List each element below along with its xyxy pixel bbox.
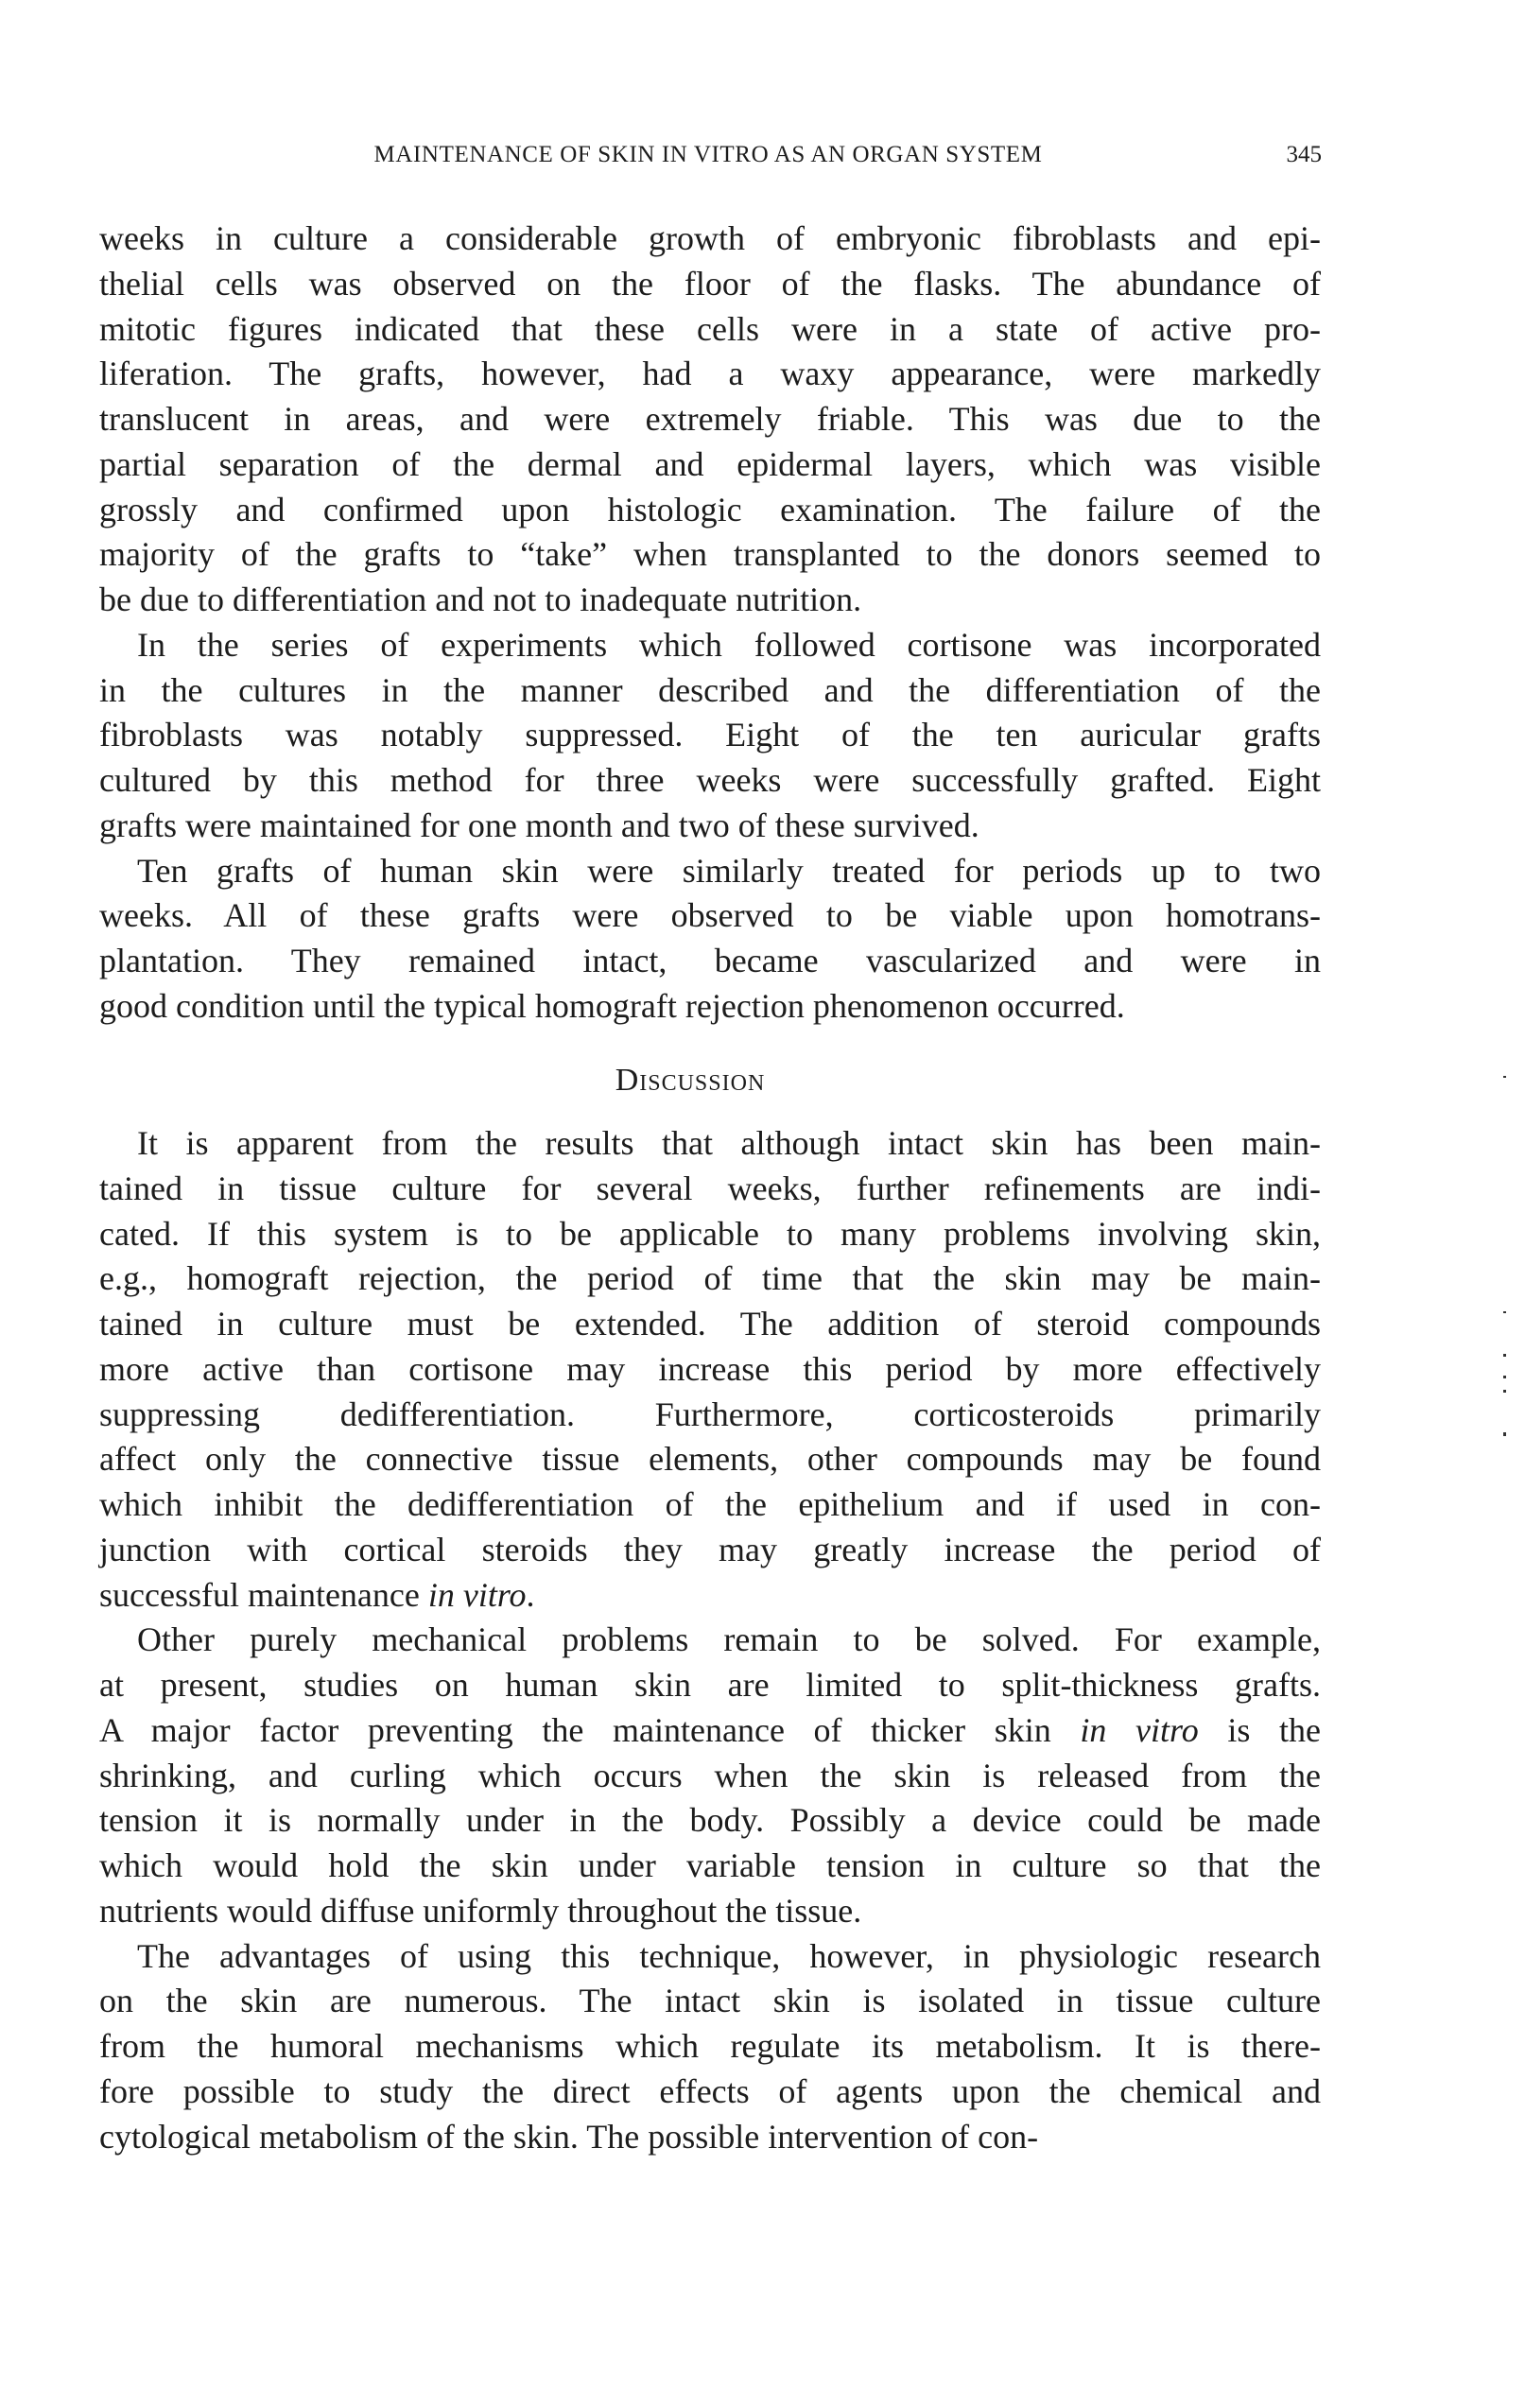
section-heading-discussion: Discussion [615, 1063, 766, 1098]
text-line: affect only the connective tissue elements, other compounds may be found [99, 1440, 1321, 1479]
margin-mark [1503, 1076, 1506, 1078]
text-line: fibroblasts was notably suppressed. Eight of the ten auricular grafts [99, 716, 1321, 754]
text-line: In the series of experiments which followed cortisone was incorporated [137, 625, 1321, 664]
text-line: partial separation of the dermal and epidermal layers, which was visible [99, 444, 1321, 483]
text-line: shrinking, and curling which occurs when the skin is released from the [99, 1756, 1321, 1794]
text-line: translucent in areas, and were extremely friable. This was due to the [99, 400, 1321, 438]
text-line: tension it is normally under in the body. Possibly a device could be made [99, 1801, 1321, 1840]
margin-mark [1503, 1354, 1506, 1357]
text-line [99, 1573, 1321, 1619]
text-segment: successful maintenance [99, 1575, 428, 1614]
page-number: 345 [1286, 142, 1322, 167]
italic-term: in vitro [427, 1575, 527, 1614]
text-line: grossly and confirmed upon histologic examination. The failure of the [99, 490, 1321, 528]
text-line: cultured by this method for three weeks were successfully grafted. Eight [99, 761, 1321, 799]
text-line: cated. If this system is to be applicable to many problems involving skin, [99, 1214, 1321, 1253]
margin-mark [1503, 1376, 1506, 1378]
text-segment: . [526, 1575, 535, 1614]
running-title: MAINTENANCE OF SKIN IN VITRO AS AN ORGAN SYSTEM [373, 142, 1043, 167]
text-line: Ten grafts of human skin were similarly treated for periods up to two [137, 851, 1321, 890]
text-line: plantation. They remained intact, became vascularized and were in [99, 942, 1321, 979]
text-line: be due to differentiation and not to inadequate nutrition. [99, 580, 862, 618]
paragraph [99, 1934, 1321, 2160]
text-line: majority of the grafts to “take” when transplanted to the donors seemed to [99, 535, 1321, 574]
text-line: junction with cortical steroids they may greatly increase the period of [99, 1530, 1321, 1568]
paragraph [99, 1618, 1321, 1933]
paragraph [99, 217, 1321, 623]
text-line: good condition until the typical homograft rejection phenomenon occurred. [99, 986, 1125, 1025]
text-line: cytological metabolism of the skin. The possible intervention of con- [99, 2117, 1039, 2156]
text-line: weeks. All of these grafts were observed to be viable upon homotrans- [99, 896, 1321, 935]
text-line: thelial cells was observed on the floor of the flasks. The abundance of [99, 264, 1321, 303]
text-line: grafts were maintained for one month and two of these survived. [99, 806, 979, 844]
text-segment: A major factor preventing the maintenance of thicker skin [99, 1710, 1081, 1749]
text-line: at present, studies on human skin are limited to split-thickness grafts. [99, 1666, 1321, 1704]
margin-mark [1503, 1390, 1506, 1393]
text-line: liferation. The grafts, however, had a waxy appearance, were markedly [99, 355, 1321, 393]
text-line: mitotic figures indicated that these cells were in a state of active pro- [99, 309, 1321, 348]
paragraph [99, 1121, 1321, 1618]
italic-term: in vitro [1080, 1710, 1199, 1749]
text-line [99, 1708, 1321, 1754]
text-line: The advantages of using this technique, however, in physiologic research [137, 1936, 1321, 1975]
text-line: which would hold the skin under variable tension in culture so that the [99, 1846, 1321, 1884]
text-line: e.g., homograft rejection, the period of time that the skin may be main- [99, 1259, 1321, 1298]
text-line: nutrients would diffuse uniformly throughout the tissue. [99, 1891, 862, 1930]
text-segment: is the [1198, 1710, 1321, 1749]
text-line: tained in culture must be extended. The addition of steroid compounds [99, 1305, 1321, 1343]
discussion-text-block [99, 1121, 1321, 2159]
margin-mark [1503, 1432, 1506, 1436]
text-line: It is apparent from the results that although intact skin has been main- [137, 1124, 1321, 1162]
text-line: which inhibit the dedifferentiation of the epithelium and if used in con- [99, 1485, 1321, 1523]
text-line: weeks in culture a considerable growth of embryonic fibroblasts and epi- [99, 219, 1321, 257]
paragraph [99, 849, 1321, 1030]
text-line: more active than cortisone may increase this period by more effectively [99, 1349, 1321, 1388]
text-line: Other purely mechanical problems remain to be solved. For example, [137, 1620, 1321, 1659]
results-text-block [99, 217, 1321, 1030]
text-line: suppressing dedifferentiation. Furthermore, corticosteroids primarily [99, 1395, 1321, 1433]
text-line: on the skin are numerous. The intact skin is isolated in tissue culture [99, 1982, 1321, 2020]
text-line: in the cultures in the manner described and the differentiation of the [99, 670, 1321, 709]
paragraph [99, 623, 1321, 849]
text-line: from the humoral mechanisms which regulate its metabolism. It is there- [99, 2027, 1321, 2065]
text-line: fore possible to study the direct effects of agents upon the chemical and [99, 2071, 1321, 2110]
text-line: tained in tissue culture for several weeks, further refinements are indi- [99, 1169, 1321, 1207]
margin-mark [1503, 1311, 1506, 1313]
